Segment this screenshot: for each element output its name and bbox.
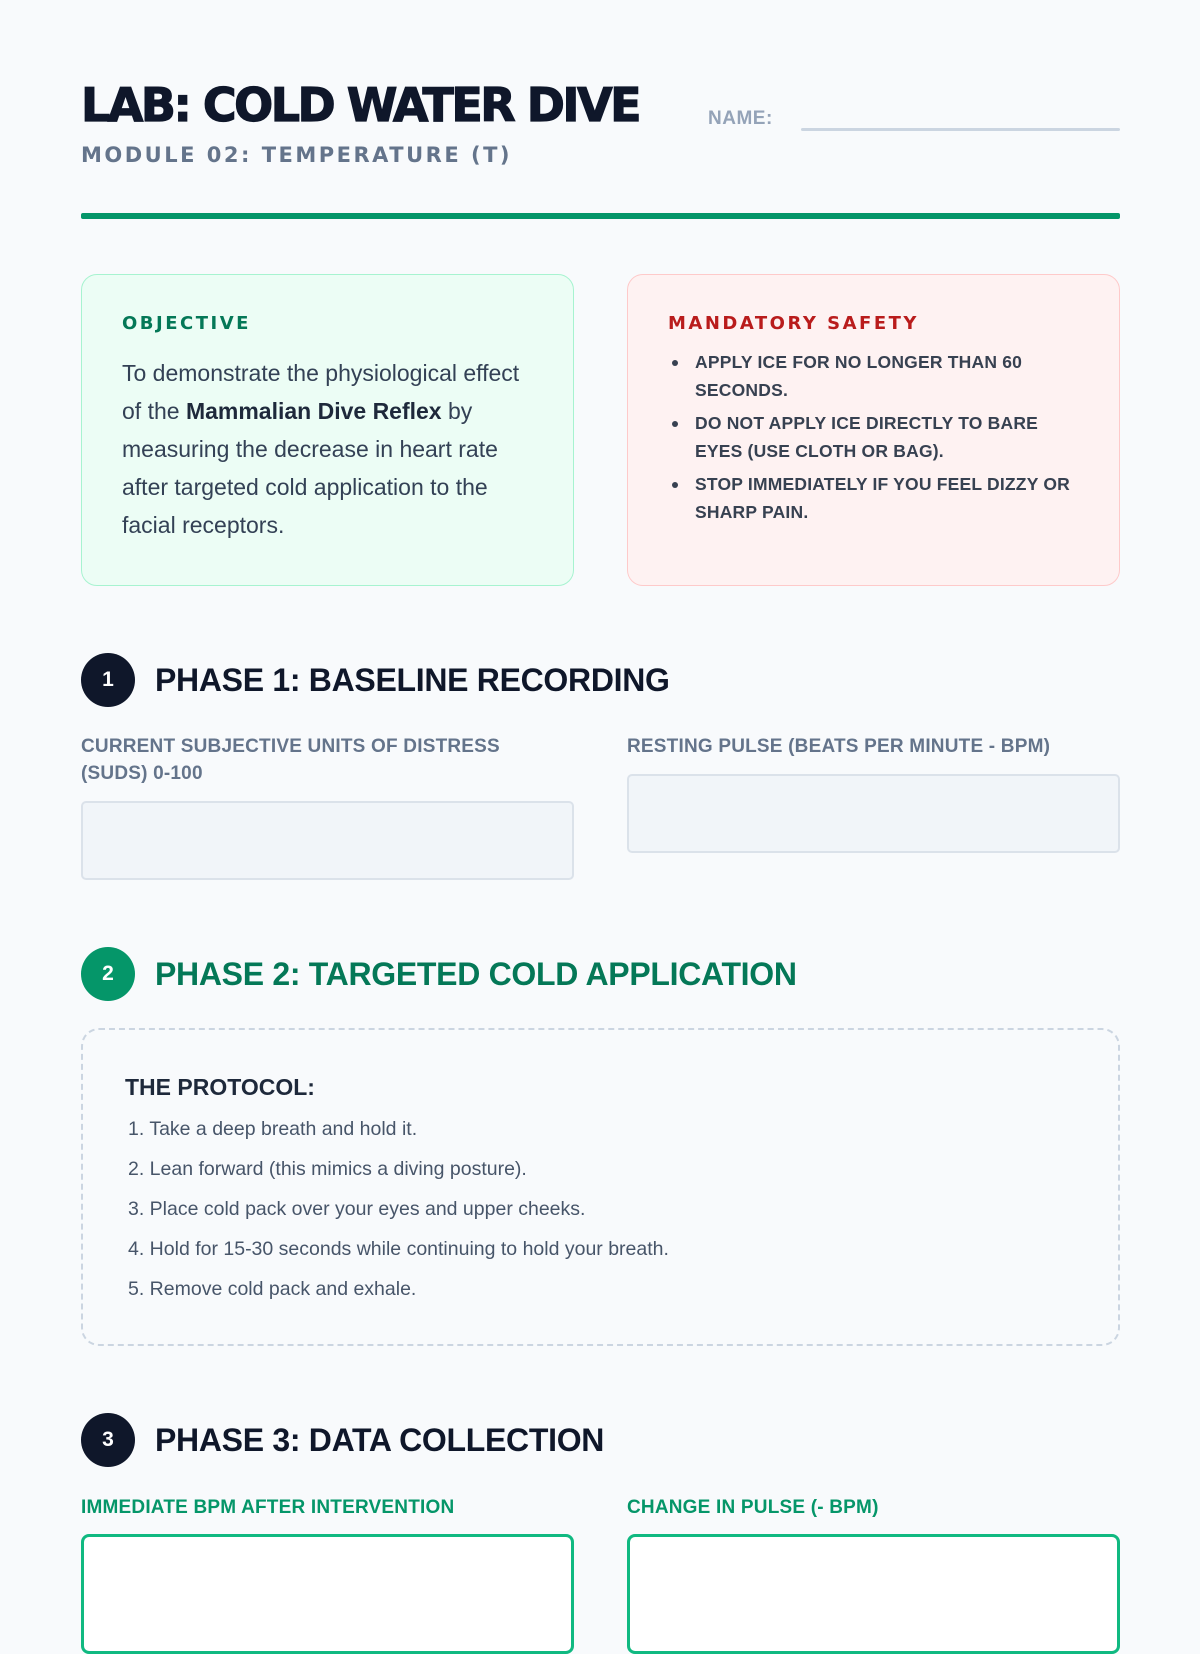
protocol-step: 2. Lean forward (this mimics a diving posture). (128, 1158, 527, 1180)
name-label: NAME: (708, 108, 773, 129)
safety-item: APPLY ICE FOR NO LONGER THAN 60 SECONDS. (668, 348, 1079, 404)
objective-highlight: Mammalian Dive Reflex (185, 398, 442, 424)
objective-text (122, 354, 533, 544)
phase-3-title: PHASE 3: DATA COLLECTION (155, 1421, 605, 1458)
phase-2-title: PHASE 2: TARGETED COLD APPLICATION (155, 955, 797, 992)
phase-2-header (81, 947, 797, 1001)
pulse-change-label: CHANGE IN PULSE (- BPM) (627, 1497, 879, 1518)
objective-heading: OBJECTIVE (122, 313, 251, 334)
info-row (81, 274, 1120, 586)
safety-item: STOP IMMEDIATELY IF YOU FEEL DIZZY OR SHARP PAIN. (668, 470, 1079, 526)
objective-box (81, 274, 574, 586)
phase-1-number-badge: 1 (81, 653, 135, 707)
safety-list (668, 348, 1079, 526)
suds-input[interactable] (81, 801, 574, 880)
phase-3-number-badge: 3 (81, 1413, 135, 1467)
immediate-bpm-label: IMMEDIATE BPM AFTER INTERVENTION (81, 1497, 455, 1518)
phase-2-number-badge: 2 (81, 947, 135, 1001)
safety-box (627, 274, 1120, 586)
worksheet-header (81, 0, 1119, 222)
immediate-bpm-input[interactable] (81, 1534, 574, 1654)
protocol-steps (125, 1117, 1076, 1301)
protocol-step: 1. Take a deep breath and hold it. (128, 1118, 418, 1140)
protocol-step: 3. Place cold pack over your eyes and upper cheeks. (128, 1198, 586, 1220)
protocol-title: THE PROTOCOL: (125, 1074, 315, 1100)
name-field[interactable] (801, 128, 1120, 131)
protocol-box (81, 1028, 1120, 1346)
module-subtitle: MODULE 02: TEMPERATURE (T) (81, 143, 513, 167)
phase-3-header (81, 1413, 604, 1467)
resting-pulse-input[interactable] (627, 774, 1120, 853)
resting-pulse-label: RESTING PULSE (BEATS PER MINUTE - BPM) (627, 736, 1051, 757)
safety-heading: MANDATORY SAFETY (668, 313, 919, 334)
objective-text-start: To demonstrate the physiological effect of the (122, 360, 520, 424)
protocol-step: 5. Remove cold pack and exhale. (128, 1278, 417, 1300)
page-title: LAB: COLD WATER DIVE (81, 78, 640, 132)
safety-item: DO NOT APPLY ICE DIRECTLY TO BARE EYES (USE CLOTH OR BAG). (668, 409, 1079, 465)
header-divider (81, 213, 1120, 219)
protocol-step: 4. Hold for 15-30 seconds while continuing to hold your breath. (128, 1238, 669, 1260)
phase-1-title: PHASE 1: BASELINE RECORDING (155, 661, 670, 698)
objective-text-end: by measuring the decrease in heart rate after targeted cold application to the facial receptors. (122, 398, 498, 538)
phase-1-header (81, 653, 670, 707)
suds-label: CURRENT SUBJECTIVE UNITS OF DISTRESS (SUDS) 0-100 (81, 736, 500, 784)
pulse-change-input[interactable] (627, 1534, 1120, 1654)
